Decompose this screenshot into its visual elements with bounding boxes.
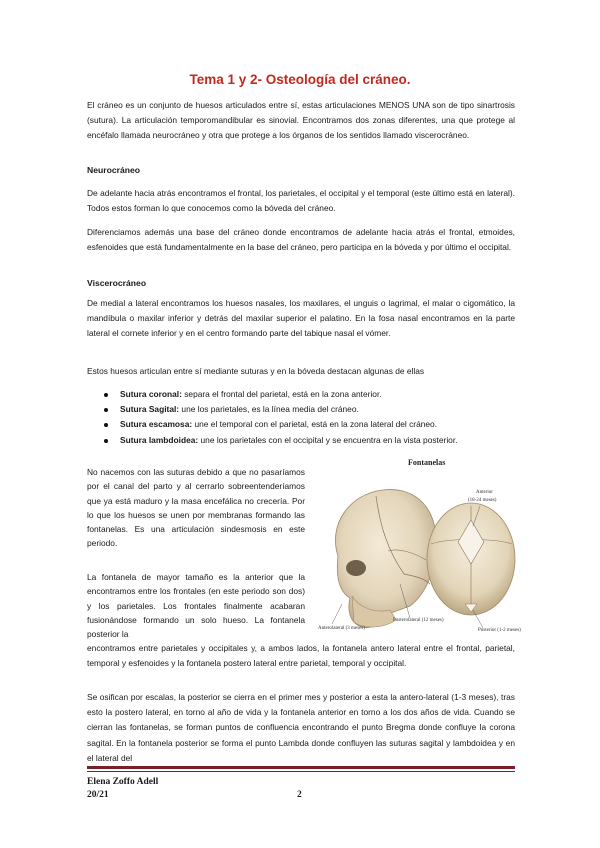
suture-text: une los parietales, es la línea media del cráneo. [179, 404, 359, 415]
fontanelas-paragraph-2-continued: encontramos entre parietales y occipitales y, a ambos lados, la fontanela antero lateral entre el frontal, parietal, temporal y esfenoides y la fontanela postero lateral entre parietal, temporal y occipital. [87, 643, 515, 669]
fontanelas-paragraph-1: No nacemos con las suturas debido a que no pasaríamos por el canal del parto y al cerrarlo sobreentenderíamos que ya está maduro y la masa encefálica no crecería. Por lo que los huesos se unen por membranas formando las fontanelas. Es una articulación sindesmosis en este periodo. [87, 467, 305, 549]
viscerocraneo-heading: Viscerocráneo [87, 278, 147, 288]
neurocraneo-heading: Neurocráneo [87, 165, 141, 175]
label-posterolateral: Posterolateral (12 meses) [393, 618, 444, 623]
sutures-list [104, 387, 515, 448]
page-number: 2 [297, 790, 302, 800]
suture-name: Sutura coronal: [120, 389, 182, 399]
list-item [104, 433, 515, 448]
label-anterolateral: Anterolateral (3 meses) [318, 626, 365, 631]
fontanelas-paragraph-2: La fontanela de mayor tamaño es la anterior que la encontramos entre los frontales (en este periodo son dos) y los parietales. Los frontales finalmente acabaran fusionándose formando un solo hueso. La fontanela posterior la [87, 572, 305, 640]
fontanelas-figure [318, 456, 521, 642]
label-anterior: Anterior [476, 490, 493, 495]
footer-rule [87, 766, 515, 769]
bullet-icon [104, 423, 108, 427]
sutures-intro: Estos huesos articulan entre sí mediante suturas y en la bóveda destacan algunas de ellas [87, 366, 425, 376]
ossification-paragraph: Se osifican por escalas, la posterior se cierra en el primer mes y posterior a esta la antero-lateral (1-3 meses), tras esto la postero lateral, en torno al año de vida y la fontanela anterior en torno a los dos años de vida. Cuando se cierran las fontanelas, se forman puntos de confluencia encontrando el punto Bregma donde confluye la corona sagital. En la fontanela posterior se forma el punto Lambda donde confluyen las suturas sagital y lambdoidea y en el lateral del [87, 692, 515, 763]
bullet-icon [104, 393, 108, 397]
bullet-icon [104, 439, 108, 443]
bullet-icon [104, 408, 108, 412]
neurocraneo-paragraph-1: De adelante hacia atrás encontramos el frontal, los parietales, el occipital y el temporal (este último está en lateral). Todos estos forman lo que conocemos como la bóveda del cráneo. [87, 188, 515, 214]
suture-name: Sutura escamosa: [120, 419, 193, 430]
footer-rule-thin [87, 771, 515, 772]
suture-text: une el temporal con el parietal, está en la zona lateral del cráneo. [192, 419, 438, 430]
footer-author: Elena Zoffo Adell [87, 777, 159, 787]
list-item [104, 387, 515, 402]
list-item [104, 402, 515, 417]
footer-year: 20/21 [87, 790, 109, 800]
list-item [104, 417, 515, 432]
lateral-skull-icon [335, 490, 436, 628]
top-skull-icon [427, 503, 515, 615]
suture-name: Sutura lambdoidea: [120, 434, 199, 445]
skull-illustration [318, 456, 518, 642]
label-posterior: Posterior (1-2 meses) [478, 628, 521, 633]
intro-paragraph: El cráneo es un conjunto de huesos articulados entre sí, estas articulaciones MENOS UNA son de tipo sinartrosis (sutura). La articulación temporomandibular es sinovial. Encontramos dos zonas diferentes, una que protege al encéfalo llamada neurocráneo y otra que protege a los órganos de los sentidos llamado viscerocráneo. [87, 100, 515, 141]
label-anterior-age: (18-24 meses) [468, 498, 497, 503]
suture-text: une los parietales con el occipital y se encuentra en la vista posterior. [198, 434, 458, 445]
figure-title: Fontanelas [408, 458, 446, 467]
page-title: Tema 1 y 2- Osteología del cráneo. [189, 72, 411, 87]
neurocraneo-paragraph-2: Diferenciamos además una base del cráneo donde encontramos de adelante hacia atrás el frontal, etmoides, esfenoides que está fundamentalmente en la base del cráneo, pero participa en la bóveda y por último el occipital. [87, 227, 515, 253]
suture-text: separa el frontal del parietal, está en la zona anterior. [181, 389, 382, 399]
viscerocraneo-paragraph: De medial a lateral encontramos los huesos nasales, los maxilares, el unguis o lagrimal, el malar o cigomático, la mandíbula o maxilar inferior y detrás del maxilar superior el palatino. En la fosa nasal encontramos en la parte lateral el cornete inferior y en el centro formando parte del tabique nasal el vómer. [87, 298, 515, 339]
suture-name: Sutura Sagital: [120, 404, 180, 415]
